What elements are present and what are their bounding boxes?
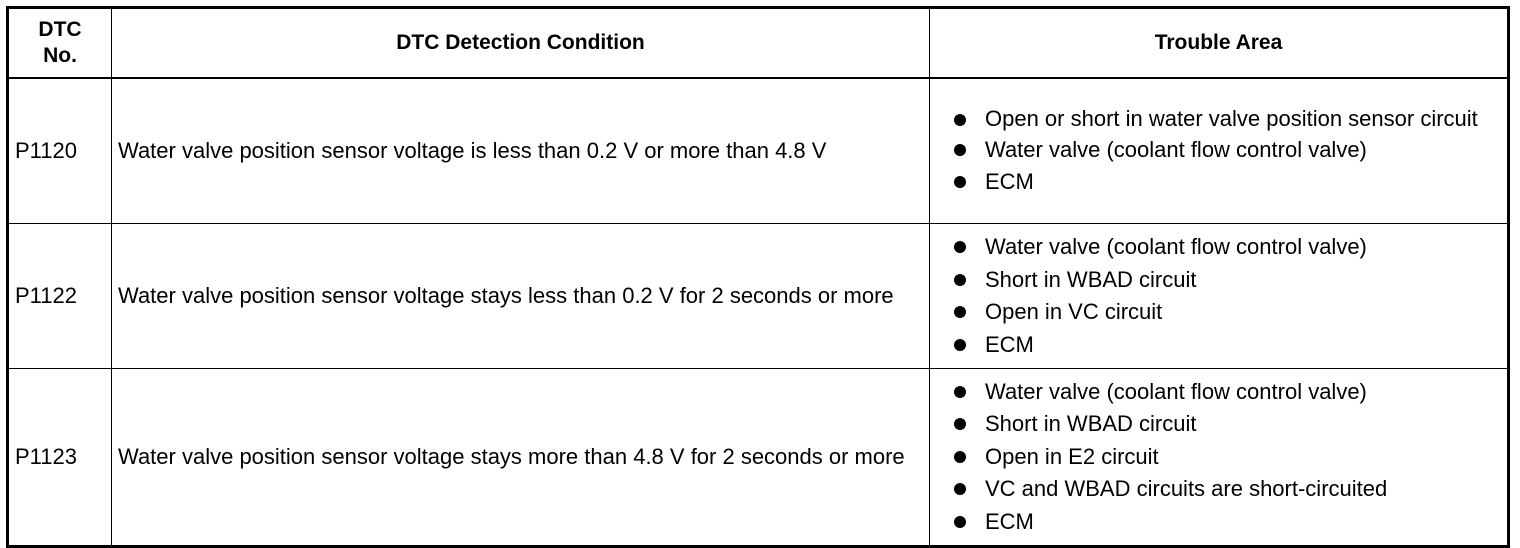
table-row <box>8 224 1509 369</box>
bullet-icon <box>954 451 966 463</box>
trouble-area-text: Short in WBAD circuit <box>985 266 1197 292</box>
list-item <box>930 264 1507 297</box>
dtc-table <box>6 6 1510 548</box>
header-row <box>8 8 1509 79</box>
list-item <box>930 376 1507 409</box>
trouble-area-text: Open or short in water valve position sensor circuit <box>985 105 1478 131</box>
bullet-icon <box>954 114 966 126</box>
trouble-area <box>930 369 1509 547</box>
trouble-area-text: ECM <box>985 331 1034 357</box>
list-item <box>930 296 1507 329</box>
trouble-area-text: Water valve (coolant flow control valve) <box>985 234 1367 259</box>
bullet-icon <box>954 339 966 351</box>
trouble-area-text: Water valve (coolant flow control valve) <box>985 378 1367 404</box>
bullet-icon <box>954 516 966 528</box>
dtc-code: P1122 <box>8 224 112 369</box>
bullet-icon <box>954 144 966 156</box>
list-item <box>930 134 1507 167</box>
list-item <box>930 104 1507 134</box>
trouble-area-text: Open in VC circuit <box>985 299 1163 324</box>
table-row <box>8 369 1509 547</box>
trouble-area-text: Water valve (coolant flow control valve) <box>985 136 1367 162</box>
detection-condition: Water valve position sensor voltage is less than 0.2 V or more than 4.8 V <box>112 78 930 224</box>
list-item <box>930 166 1507 199</box>
trouble-area-text: VC and WBAD circuits are short-circuited <box>985 476 1388 502</box>
list-item <box>930 231 1507 264</box>
trouble-area-text: Short in WBAD circuit <box>985 411 1197 437</box>
trouble-area-text: Open in E2 circuit <box>985 443 1159 469</box>
detection-condition: Water valve position sensor voltage stays less than 0.2 V for 2 seconds or more <box>112 224 930 369</box>
bullet-icon <box>954 306 966 318</box>
trouble-area-text: ECM <box>985 169 1034 194</box>
bullet-icon <box>954 483 966 495</box>
header-detection-condition: DTC Detection Condition <box>112 8 930 79</box>
trouble-area-list <box>930 104 1507 199</box>
bullet-icon <box>954 274 966 286</box>
bullet-icon <box>954 386 966 398</box>
bullet-icon <box>954 418 966 430</box>
bullet-icon <box>954 176 966 188</box>
header-trouble-area: Trouble Area <box>930 8 1509 79</box>
list-item <box>930 408 1507 441</box>
trouble-area <box>930 224 1509 369</box>
bullet-icon <box>954 241 966 253</box>
list-item <box>930 329 1507 362</box>
dtc-code: P1120 <box>8 78 112 224</box>
list-item <box>930 441 1507 474</box>
header-dtc-no <box>8 8 112 79</box>
list-item <box>930 473 1507 506</box>
header-dtc-no-line2: No. <box>43 44 77 67</box>
trouble-area <box>930 78 1509 224</box>
trouble-area-list <box>930 231 1507 361</box>
trouble-area-list <box>930 376 1507 539</box>
trouble-area-text: ECM <box>985 508 1034 534</box>
table-row <box>8 78 1509 224</box>
header-dtc-no-line1: DTC <box>38 18 82 41</box>
dtc-code: P1123 <box>8 369 112 547</box>
list-item <box>930 506 1507 539</box>
detection-condition: Water valve position sensor voltage stays more than 4.8 V for 2 seconds or more <box>112 369 930 547</box>
